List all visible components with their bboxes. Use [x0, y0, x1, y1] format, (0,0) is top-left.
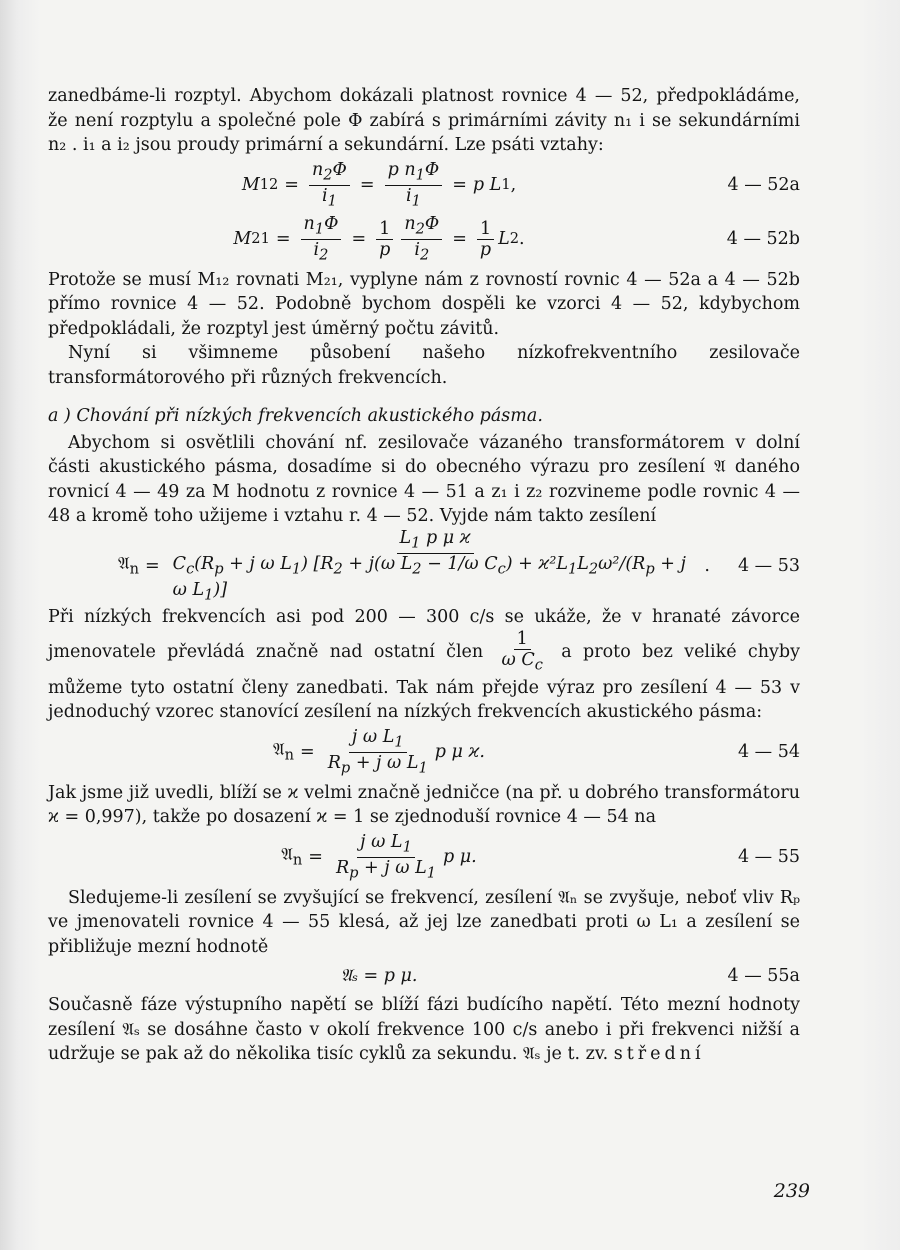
equation-expression: M 12 = $\frac{n_2\Phi}{i_1}$ = $\frac{p n_1\Phi}{i_1}$ = p L 1 , [241, 159, 517, 210]
equation-number: 4 — 55a [727, 965, 800, 986]
equation-expression: 𝔄ₛ = p μ. [340, 965, 418, 986]
paragraph: Abychom si osvětlili chování nf. zesilovače vázaného transformátorem v dolní části akustického pásma, dosadíme si do obecného výrazu pro zesílení 𝔄 daného rovnicí 4 — 49 za M hodnotu z rovnice 4 — 51 a z₁ i z₂ rozvineme podle rovnic 4 — 48 a kromě toho užijeme i vztahu r. 4 — 52. Vyjde nám takto zesílení [48, 432, 800, 526]
paragraph: zanedbáme-li rozptyl. Abychom dokázali platnost rovnice 4 — 52, předpokládáme, že není rozptylu a společné pole Φ zabírá s primárními závity n₁ i se sekundárními n₂ . i₁ a i₂ jsou proudy primární a sekundární. Lze psáti vztahy: [48, 86, 800, 155]
section-heading: a ) Chování při nízkých frekvencích akustického pásma. [48, 406, 543, 426]
equation-number: 4 — 54 [737, 742, 800, 763]
equation-number: 4 — 52b [726, 229, 800, 250]
paragraph: Nyní si všimneme působení našeho nízkofrekventního zesilovače transformátorového při různých frekvencích. [48, 343, 800, 388]
paragraph: Protože se musí M₁₂ rovnati M₂₁, vyplyne nám z rovností rovnic 4 — 52a a 4 — 52b přímo rovnice 4 — 52. Podobně bychom dospěli ke vzorci 4 — 52, kdybychom předpokládali, že rozptyl jest úměrný počtu závitů. [48, 269, 800, 339]
paragraph: Sledujeme-li zesílení se zvyšující se frekvencí, zesílení 𝔄ₙ se zvyšuje, neboť vliv Rₚ ve jmenovateli rovnice 4 — 55 klesá, až jej lze zanedbati proti ω L₁ a zesílení se přibližuje mezní hodnotě [48, 887, 800, 957]
equation-expression: 𝔄$_n$ = $\frac{j \omega L_1}{R_p + j \omega L_1}$ p μ. [281, 831, 477, 882]
paragraph-part: Současně fáze výstupního napětí se blíží fázi budícího napětí. Této mezní hodnoty zesílení 𝔄ₛ se dosáhne často v okolí frekvence 100 c/s anebo i při frekvenci nižší a udržuje se pak až do několika tisíc cyklů za sekundu. 𝔄ₛ je t. zv. [48, 995, 800, 1064]
equation-52b [48, 214, 800, 266]
paragraph-part: a proto bez veliké chyby můžeme tyto ostatní členy zanedbati. Tak nám přejde výraz pro zesílení 4 — 53 v jednoduchý vzorec stanovící zesílení na nízkých frekvencích akustického pásma: [48, 641, 800, 722]
paragraph: Při nízkých frekvencích asi pod 200 — 300 c/s se ukáže, že v hranaté závorce jmenovatele převládá značně nad ostatní člen $\frac{1}{\omega C_c}$ a proto bez veliké chyby můžeme tyto ostatní členy zanedbati. Tak nám přejde výraz pro zesílení 4 — 53 v jednoduchý vzorec stanovící zesílení na nízkých frekvencích akustického pásma: [48, 606, 800, 722]
paragraph [48, 993, 800, 1067]
equation-number: 4 — 53 [737, 556, 800, 577]
equation-expression: 𝔄$_n$ = $\frac{j \omega L_1}{R_p + j \omega L_1}$ p μ ϰ. [273, 726, 485, 777]
spaced-term: střední [613, 1044, 705, 1064]
page-text [48, 84, 800, 1067]
equation-54 [48, 727, 800, 779]
equation-expression: 𝔄$_n$ = $L_1$ p μ ϰ $C_c(R_p + j$ ω $L_1$) [$R_2 + j(\omega$ $L_2 - 1/\omega$ $C_c) + ϰ^2L_1L_2\omega^2/(R_p + j$ ω $L_1$)] . [118, 527, 710, 604]
equation-53 [48, 527, 800, 604]
equation-55a [48, 961, 800, 991]
equation-55 [48, 832, 800, 884]
equation-number: 4 — 55 [737, 847, 800, 868]
equation-52a [48, 160, 800, 212]
equation-number: 4 — 52a [727, 175, 800, 196]
page-number: 239 [773, 1180, 810, 1202]
paragraph: Jak jsme již uvedli, blíží se ϰ velmi značně jedničce (na př. u dobrého transformátoru ϰ = 0,997), takže po dosazení ϰ = 1 se zjednoduší rovnice 4 — 54 na [48, 782, 800, 827]
paragraph-part: Při nízkých frekvencích asi pod 200 — 300 c/s se ukáže, že v hranaté závorce jmenovatele převládá značně nad ostatní člen [48, 606, 800, 662]
equation-expression: M 21 = $\frac{n_1\Phi}{i_2}$ = $\frac{1}{p}$ $\frac{n_2\Phi}{i_2}$ = $\frac{1}{p}$ L 2 . [233, 213, 525, 264]
